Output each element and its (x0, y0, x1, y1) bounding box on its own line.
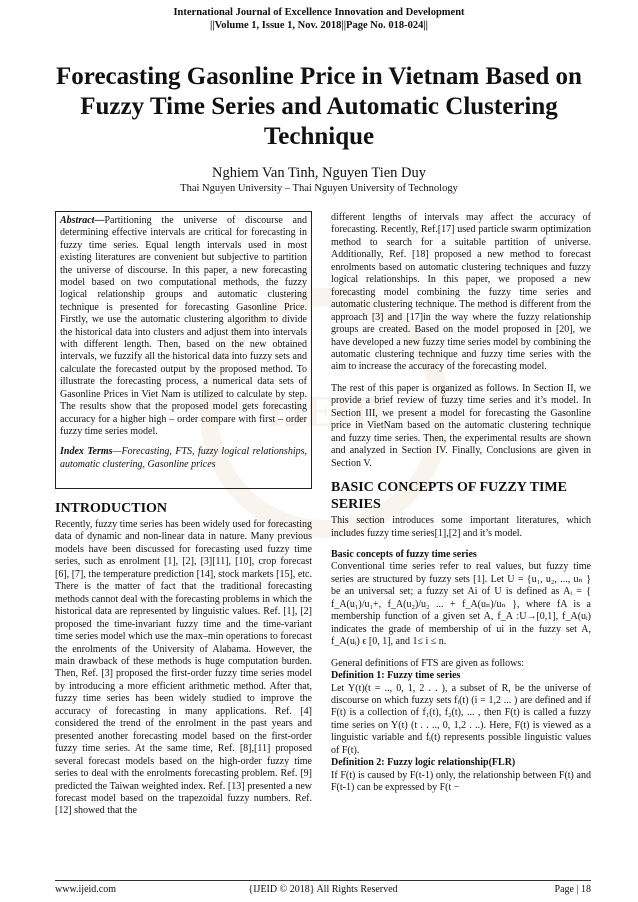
right-paragraph-1: different lengths of intervals may affect the accuracy of forecasting. Recently, Ref.[17] used particle swarm optimization method to search for a suitable partition of universe. Additionally, Ref. [18] proposed a new method to forecast enrolments based on automatic clustering techniques and fuzzy logical relationships. In this paper, we proposed a new forecasting model combining the fuzzy time series and automatic clustering technique. The method is different from the approach [3] and [17]in the way where the fuzzy relationship groups are created. Based on the model proposed in [20], we have developed a new fuzzy time series model by combining the automatic clustering technique and fuzzy time series with the aim to increase the accuracy of the forecasting model. (331, 212, 591, 373)
footer-page: Page | 18 (554, 884, 591, 895)
left-column (55, 500, 312, 827)
basic-concepts-heading: BASIC CONCEPTS OF FUZZY TIME SERIES (331, 480, 567, 513)
index-terms (60, 446, 307, 471)
abstract-box (55, 211, 312, 489)
watermark-text: IJEID (266, 387, 384, 436)
fts-subheading: Basic concepts of fuzzy time series (331, 548, 477, 560)
right-paragraph-2: The rest of this paper is organized as follows. In Section II, we provide a brief review of fuzzy time series and it’s model. In Section III, we present a model for forecasting the Gasonline price in VietNam based on the automatic clustering technique and fuzzy time series. Then, the experimental results are shown and analyzed in Section IV. Finally, Conclusions are given in Section V. (331, 382, 591, 469)
right-paragraph-4: Conventional time series refer to real values, but fuzzy time series are structured by fuzzy sets [1]. Let U = {u₁, u₂, ..., uₙ } be an universal set; a fuzzy set Ai of U is defined as Aᵢ = { f_A(u₁)/u₁+, f_A(u₂)/u₂ ... + f_A(uₙ)/uₙ }, where fA is a membership function of a given set A, f_A :U→[0,1], f_A(uᵢ) indicates the grade of membership of ui in the fuzzy set A, f_A(uᵢ) ϵ [0, 1], and 1≤ i ≤ n. (331, 561, 591, 648)
definition-1-title: Definition 1: Fuzzy time series (331, 670, 461, 682)
footer-rule (55, 880, 591, 881)
journal-name: International Journal of Excellence Innovation and Development (173, 7, 465, 18)
abstract-label: Abstract— (60, 215, 105, 226)
definition-2-title: Definition 2: Fuzzy logic relationship(FLR) (331, 757, 516, 769)
right-paragraph-5: General definitions of FTS are given as follows: (331, 657, 525, 669)
journal-header (0, 6, 638, 32)
definition-1-text: Let Y(t)(t = .., 0, 1, 2 . . ), a subset of R, be the universe of discourse on which fuzzy sets fᵢ(t) (i = 1,2 ... ) are defined and if F(t) is a collection of f₁(t), f₂(t), ... , then F(t) is called a fuzzy time series on Y(t) (t . . .., 0, 1,2 . ..). Here, F(t) is viewed as a linguistic variable and fᵢ(t) represents possible linguistic values of F(t). (331, 682, 591, 756)
right-paragraph-3: This section introduces some important literatures, which includes fuzzy time series[1],[2] and it’s model. (331, 515, 591, 539)
introduction-heading: INTRODUCTION (55, 501, 168, 516)
index-terms-label: Index Terms (60, 446, 113, 458)
paper-title: Forecasting Gasonline Price in Vietnam Based on Fuzzy Time Series and Automatic Clustering Technique (56, 63, 582, 150)
right-column (331, 212, 591, 795)
introduction-text: Recently, fuzzy time series has been widely used for forecasting data of dynamic and non-linear data in nature. Many previous models have been discussed for forecasting used fuzzy time series, such as enrolment [1], [2], [3][11], [10], crop forecast [6], [7], the temperature prediction [14], stock markets [15], etc. There is the matter of fact that the traditional forecasting methods cannot deal with the forecasting problems in which the historical data are represented by linguistic values. Ref. [1], [2] proposed the time-invariant fuzzy time and the time-variant time series model which use the max–min operations to forecast the enrolments of the University of Alabama. However, the main drawback of these methods is huge computation burden. Then, Ref. [3] proposed the first-order fuzzy time series model by introducing a more efficient arithmetic method. After that, fuzzy time series has been widely studied to improve the accuracy of forecasting in many applications. Ref. [4] considered the trend of the enrolment in the past years and presented another forecasting model based on the first-order fuzzy time series. At the same time, Ref. [8],[11] proposed several forecast models based on the high-order fuzzy time series to deal with the enrolments forecasting problem. Ref. [9] predicted the Taiwan weighted index. Ref. [13] presented a new forecast model based on the trapezoidal fuzzy numbers. Ref. [12] showed that the (55, 519, 312, 817)
index-terms-text: —Forecasting, FTS, fuzzy logical relationships, automatic clustering, Gasonline prices (60, 446, 307, 470)
journal-issue: ||Volume 1, Issue 1, Nov. 2018||Page No. 018-024|| (210, 20, 428, 31)
abstract-text: Partitioning the universe of discourse and determining effective intervals are critical for forecasting in fuzzy time series. Equal length intervals used in most existing literatures are convenient but subjective to partition the universe of discourse. In this paper, a new forecasting model based on two computational methods, the fuzzy logical relationship groups and automatic clustering technique is presented for forecasting Gasonline Price. Firstly, we use the automatic clustering algorithm to divide the historical data into clusters and adjust them into intervals with different length. Then, based on the new obtained intervals, we fuzzify all the historical data into fuzzy sets and calculate the forecasted output by the proposed method. To illustrate the forecasting process, a numerical data sets of Gasonline Prices in Viet Nam is utilized to calculate by step. The results show that the proposed model gets forecasting accuracy for a higher high – order compare with first – order fuzzy time series model. (60, 215, 307, 437)
paper-authors: Nghiem Van Tinh, Nguyen Tien Duy (211, 165, 427, 181)
abstract-paragraph (60, 215, 307, 438)
paper-affiliation: Thai Nguyen University – Thai Nguyen University of Technology (180, 183, 458, 194)
definition-2-text: If F(t) is caused by F(t-1) only, the relationship between F(t) and F(t-1) can be expressed by F(t − (331, 769, 591, 794)
footer-rights: {IJEID © 2018} All Rights Reserved (248, 884, 398, 895)
footer-site: www.ijeid.com (55, 884, 117, 895)
